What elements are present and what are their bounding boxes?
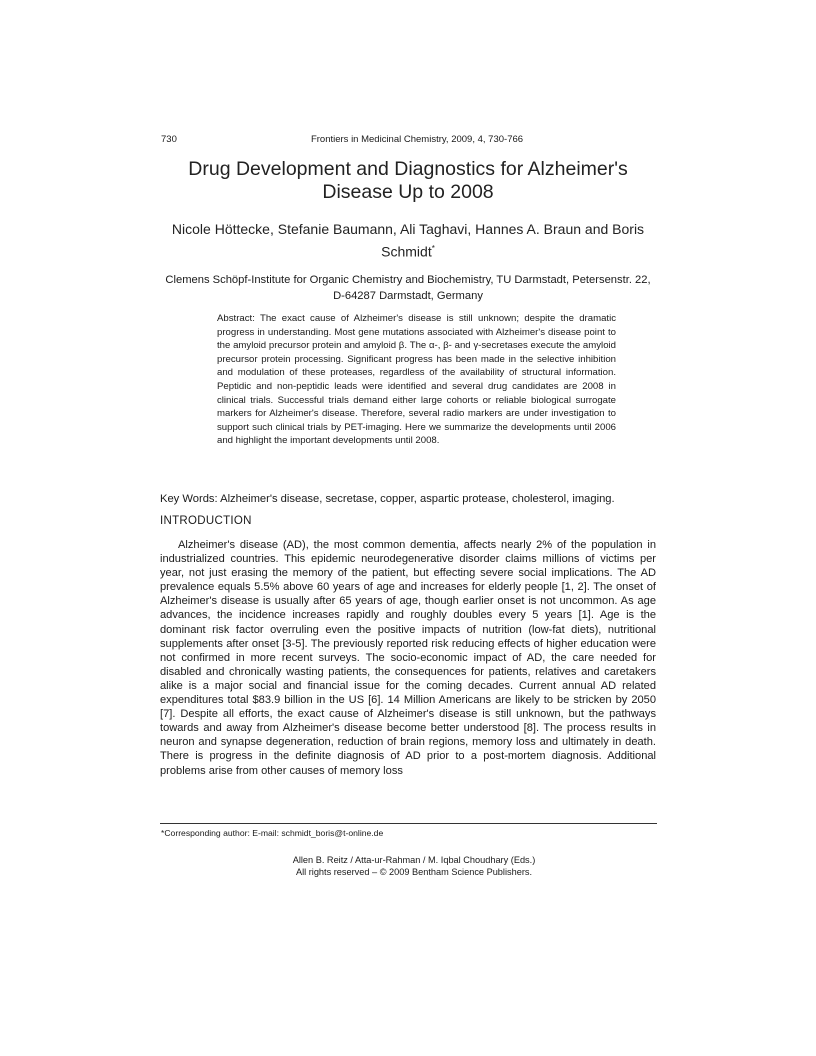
footnote-divider	[160, 823, 657, 824]
author-names: Nicole Höttecke, Stefanie Baumann, Ali Taghavi, Hannes A. Braun and Boris Schmidt	[171, 221, 645, 260]
keywords: Key Words: Alzheimer's disease, secretase, copper, aspartic protease, cholesterol, imaging.	[160, 493, 615, 505]
copyright-line: All rights reserved – © 2009 Bentham Science Publishers.	[295, 867, 533, 877]
section-heading-introduction: INTRODUCTION	[160, 515, 252, 527]
abstract: Abstract: The exact cause of Alzheimer's disease is still unknown; despite the dramatic progress in understanding. Most gene mutations associated with Alzheimer's disease point to the amyloid precursor protein and amyloid β. The α-, β- and γ-secretases execute the amyloid precursor protein processing. Significant progress has been made in the selective inhibition and modulation of these proteases, regardless of the availability of structural information. Peptidic and non-peptidic leads were identified and several drug candidates are 2008 in clinical trials. Successful trials demand either large cohorts or reliable biological surrogate markers for Alzheimer's disease. Therefore, several radio markers are under investigation to support such clinical trials by PET-imaging. Here we summarize the developments until 2006 and highlight the important developments until 2008.	[217, 313, 616, 447]
affiliation: Clemens Schöpf-Institute for Organic Chemistry and Biochemistry, TU Darmstadt, Petersenstr. 22, D-64287 Darmstadt, Germany	[165, 274, 651, 302]
author-list	[160, 220, 656, 262]
editors-line: Allen B. Reitz / Atta-ur-Rahman / M. Iqbal Choudhary (Eds.)	[292, 855, 536, 865]
corresponding-author-footnote: *Corresponding author: E-mail: schmidt_boris@t-online.de	[161, 828, 384, 838]
journal-citation: Frontiers in Medicinal Chemistry, 2009, 4, 730-766	[310, 134, 524, 145]
corresponding-author-mark: *	[431, 244, 435, 253]
editors-notice	[160, 854, 656, 878]
introduction-paragraph: Alzheimer's disease (AD), the most common dementia, affects nearly 2% of the population in industrialized countries. This epidemic neurodegenerative disorder claims millions of victims per year, not just erasing the memory of the patient, but effecting severe social implications. The AD prevalence equals 5.5% above 60 years of age and increases for elderly people [1, 2]. The onset of Alzheimer's disease is usually after 65 years of age, though earlier onset is not uncommon. As age advances, the incidence increases rapidly and roughly doubles every 5 years [1]. Age is the dominant risk factor overruling even the positive impacts of nutrition (low-fat diets), nutritional supplements after onset [3-5]. The previously reported risk reducing effects of higher education were not confirmed in more recent surveys. The socio-economic impact of AD, the care needed for disabled and chronically wasting patients, the consequences for patients, relatives and caretakers alike is a major social and financial issue for the coming decades. Current annual AD related expenditures total $83.9 billion in the US [6]. 14 Million Americans are likely to be stricken by 2050 [7]. Despite all efforts, the exact cause of Alzheimer's disease is still unknown, but the pathways towards and away from Alzheimer's disease become better understood [8]. The process results in neuron and synapse degeneration, reduction of brain regions, memory loss and ultimately in death. There is progress in the definite diagnosis of AD prior to a post-mortem diagnosis. Additional problems arise from other causes of memory loss	[160, 539, 656, 777]
article-title: Drug Development and Diagnostics for Alzheimer's Disease Up to 2008	[188, 158, 628, 203]
page-number: 730	[161, 134, 177, 145]
